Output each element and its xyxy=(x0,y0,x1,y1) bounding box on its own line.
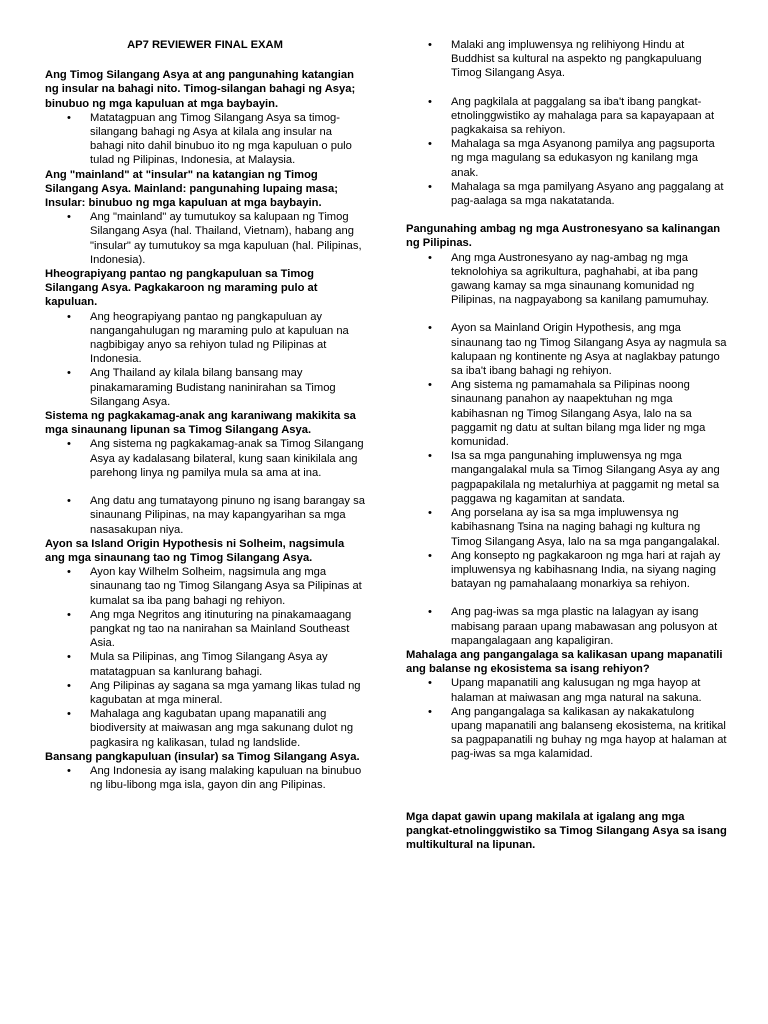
right-column xyxy=(406,38,728,852)
bullet-list xyxy=(45,565,365,750)
section-spacer xyxy=(406,208,728,222)
bullet-list xyxy=(45,310,365,409)
bullet-item: • Ang pag-iwas sa mga plastic na lalagyan ay isang mabisang paraan upang mabawasan ang polusyon at mapangalagaan ang kapaligiran. xyxy=(406,605,728,648)
bullet-item: • Ang sistema ng pamamahala sa Pilipinas noong sinaunang panahon ay naapektuhan ng mga kabihasnan ng Timog Silangang Asya, lalo na sa paggamit ng datu at sultan bilang mga lider ng mga komunidad. xyxy=(406,378,728,449)
section xyxy=(45,68,365,167)
bullet-item: • Malaki ang impluwensya ng relihiyong Hindu at Buddhist sa kultural na aspekto ng pangkapuluang Timog Silangang Asya. xyxy=(406,38,728,81)
bullet-item: • Ang Thailand ay kilala bilang bansang may pinakamaraming Budistang naninirahan sa Timog Silangang Asya. xyxy=(45,366,365,409)
section xyxy=(406,648,728,762)
bullet-item: • Matatagpuan ang Timog Silangang Asya sa timog-silangang bahagi ng Asya at kilala ang insular na bahagi nito dahil binubuo ito ng mga kapuluan o pulo tulad ng Pilipinas, Indonesia, at Malaysia. xyxy=(45,111,365,168)
section xyxy=(406,222,728,648)
bullet-item: • Mahalaga sa mga pamilyang Asyano ang paggalang at pag-aalaga sa mga nakatatanda. xyxy=(406,180,728,208)
bullet-list xyxy=(406,251,728,648)
bullet-item: • Ang heograpiyang pantao ng pangkapuluan ay nangangahulugan ng maraming pulo at kapuluan na nagbibigay anyo sa rehiyon tulad ng Pilipinas at Indonesia. xyxy=(45,310,365,367)
section xyxy=(45,267,365,409)
bullet-item: • Ang datu ang tumatayong pinuno ng isang barangay sa sinaunang Pilipinas, na may kapangyarihan sa mga nasasakupan niya. xyxy=(45,494,365,537)
document-title: AP7 REVIEWER FINAL EXAM xyxy=(127,39,283,51)
bullet-item: • Isa sa mga pangunahing impluwensya ng mga mangangalakal mula sa Timog Silangang Asya ay ang pagpapakilala ng metalurhiya at paggamit ng metal sa paggawa ng kagamitan at sandata. xyxy=(406,449,728,506)
section-heading: Ayon sa Island Origin Hypothesis ni Solheim, nagsimula ang mga sinaunang tao ng Timog Silangang Asya. xyxy=(45,537,345,564)
section xyxy=(45,750,365,793)
bullet-item: • Ang porselana ay isa sa mga impluwensya ng kabihasnang Tsina na naging bahagi ng kultura ng Timog Silangang Asya, lalo na sa mga pangangalakal. xyxy=(406,506,728,549)
section-heading: Sistema ng pagkakamag-anak ang karaniwang makikita sa mga sinaunang lipunan sa Timog Silangang Asya. xyxy=(45,410,356,437)
bullet-item: • Ang pangangalaga sa kalikasan ay nakakatulong upang mapanatili ang balanseng ekosistema, na kritikal sa pagpapanatili ng buhay ng mga hayop at halaman at pag-iwas sa mga kalamidad. xyxy=(406,705,728,762)
bullet-item: • Mahalaga sa mga Asyanong pamilya ang pagsuporta ng mga magulang sa edukasyon ng kanilang mga anak. xyxy=(406,137,728,180)
right-sections xyxy=(406,38,728,852)
bullet-item: • Ang mga Negritos ang itinuturing na pinakamaagang pangkat ng tao na nanirahan sa Mainland Southeast Asia. xyxy=(45,608,365,651)
bullet-list xyxy=(45,111,365,168)
bullet-item: • Ang konsepto ng pagkakaroon ng mga hari at rajah ay impluwensya ng kabihasnang India, na siyang naging batayan ng pamahalaang monarkiya sa rehiyon. xyxy=(406,549,728,592)
bullet-item: • Ang pagkilala at paggalang sa iba't ibang pangkat-etnolinggwistiko ay mahalaga para sa kapayapaan at pagkakaisa sa rehiyon. xyxy=(406,95,728,138)
section xyxy=(406,38,728,222)
section-heading: Mahalaga ang pangangalaga sa kalikasan upang mapanatili ang balanse ng ekosistema sa isang rehiyon? xyxy=(406,648,723,676)
section-heading: Mga dapat gawin upang makilala at igalang ang mga pangkat-etnolinggwistiko sa Timog Silangang Asya sa isang multikultural na lipunan. xyxy=(406,810,727,851)
bullet-item: • Ang sistema ng pagkakamag-anak sa Timog Silangang Asya ay kadalasang bilateral, kung saan kinikilala ang parehong linya ng pamilya mula sa ama at ina. xyxy=(45,437,365,480)
bullet-list xyxy=(406,38,728,208)
section xyxy=(45,168,365,267)
section-heading: Bansang pangkapuluan (insular) sa Timog Silangang Asya. xyxy=(45,750,360,763)
section-heading: Pangunahing ambag ng mga Austronesyano sa kalinangan ng Pilipinas. xyxy=(406,223,721,250)
bullet-item: • Upang mapanatili ang kalusugan ng mga hayop at halaman at maiwasan ang mga natural na sakuna. xyxy=(406,676,728,704)
bullet-list xyxy=(45,210,365,267)
bullet-item: • Ang mga Austronesyano ay nag-ambag ng mga teknolohiya sa agrikultura, paghahabi, at iba pang gawang kamay sa mga sinaunang komunidad ng Pilipinas, na nagpayabong sa kanilang pamumuhay. xyxy=(406,251,728,308)
bullet-item: • Mula sa Pilipinas, ang Timog Silangang Asya ay matatagpuan sa kanlurang bahagi. xyxy=(45,650,365,678)
section-heading: Hheograpiyang pantao ng pangkapuluan sa Timog Silangang Asya. Pagkakaroon ng maraming pulo at kapuluan. xyxy=(45,268,318,309)
bullet-list xyxy=(45,764,365,792)
section xyxy=(45,537,365,750)
bullet-item: • Ang Pilipinas ay sagana sa mga yamang likas tulad ng kagubatan at mga mineral. xyxy=(45,679,365,707)
bullet-list xyxy=(45,437,365,536)
bullet-item: • Ayon sa Mainland Origin Hypothesis, ang mga sinaunang tao ng Timog Silangang Asya ay nagmula sa kalupaan ng kontinente ng Asya at naglakbay patungo sa iba't ibang bahagi ng rehiyon. xyxy=(406,321,728,378)
section-heading: Ang "mainland" at "insular" na katangian ng Timog Silangang Asya. Mainland: pangunahing lupaing masa; Insular: binubuo ng mga kapuluan at mga baybayin. xyxy=(45,168,338,210)
left-sections xyxy=(45,68,365,792)
section xyxy=(45,409,365,537)
section xyxy=(406,810,728,853)
bullet-item: • Mahalaga ang kagubatan upang mapanatili ang biodiversity at maiwasan ang mga sakunang dulot ng pagkasira ng kalikasan, tulad ng landslide. xyxy=(45,707,365,750)
section-heading: Ang Timog Silangang Asya at ang pangunahing katangian ng insular na bahagi nito. Timog-silangan bahagi ng Asya; binubuo ng mga kapuluan at mga baybayin. xyxy=(45,69,356,110)
bullet-item: • Ang "mainland" ay tumutukoy sa kalupaan ng Timog Silangang Asya (hal. Thailand, Vietnam), habang ang "insular" ay tumutukoy sa mga kapuluan (hal. Pilipinas, Indonesia). xyxy=(45,210,365,267)
left-column xyxy=(45,38,365,792)
bullet-item: • Ayon kay Wilhelm Solheim, nagsimula ang mga sinaunang tao ng Timog Silangang Asya sa Pilipinas at kumalat sa iba pang bahagi ng rehiyon. xyxy=(45,565,365,608)
bullet-list xyxy=(406,676,728,761)
bullet-item: • Ang Indonesia ay isang malaking kapuluan na binubuo ng libu-libong mga isla, gayon din ang Pilipinas. xyxy=(45,764,365,792)
